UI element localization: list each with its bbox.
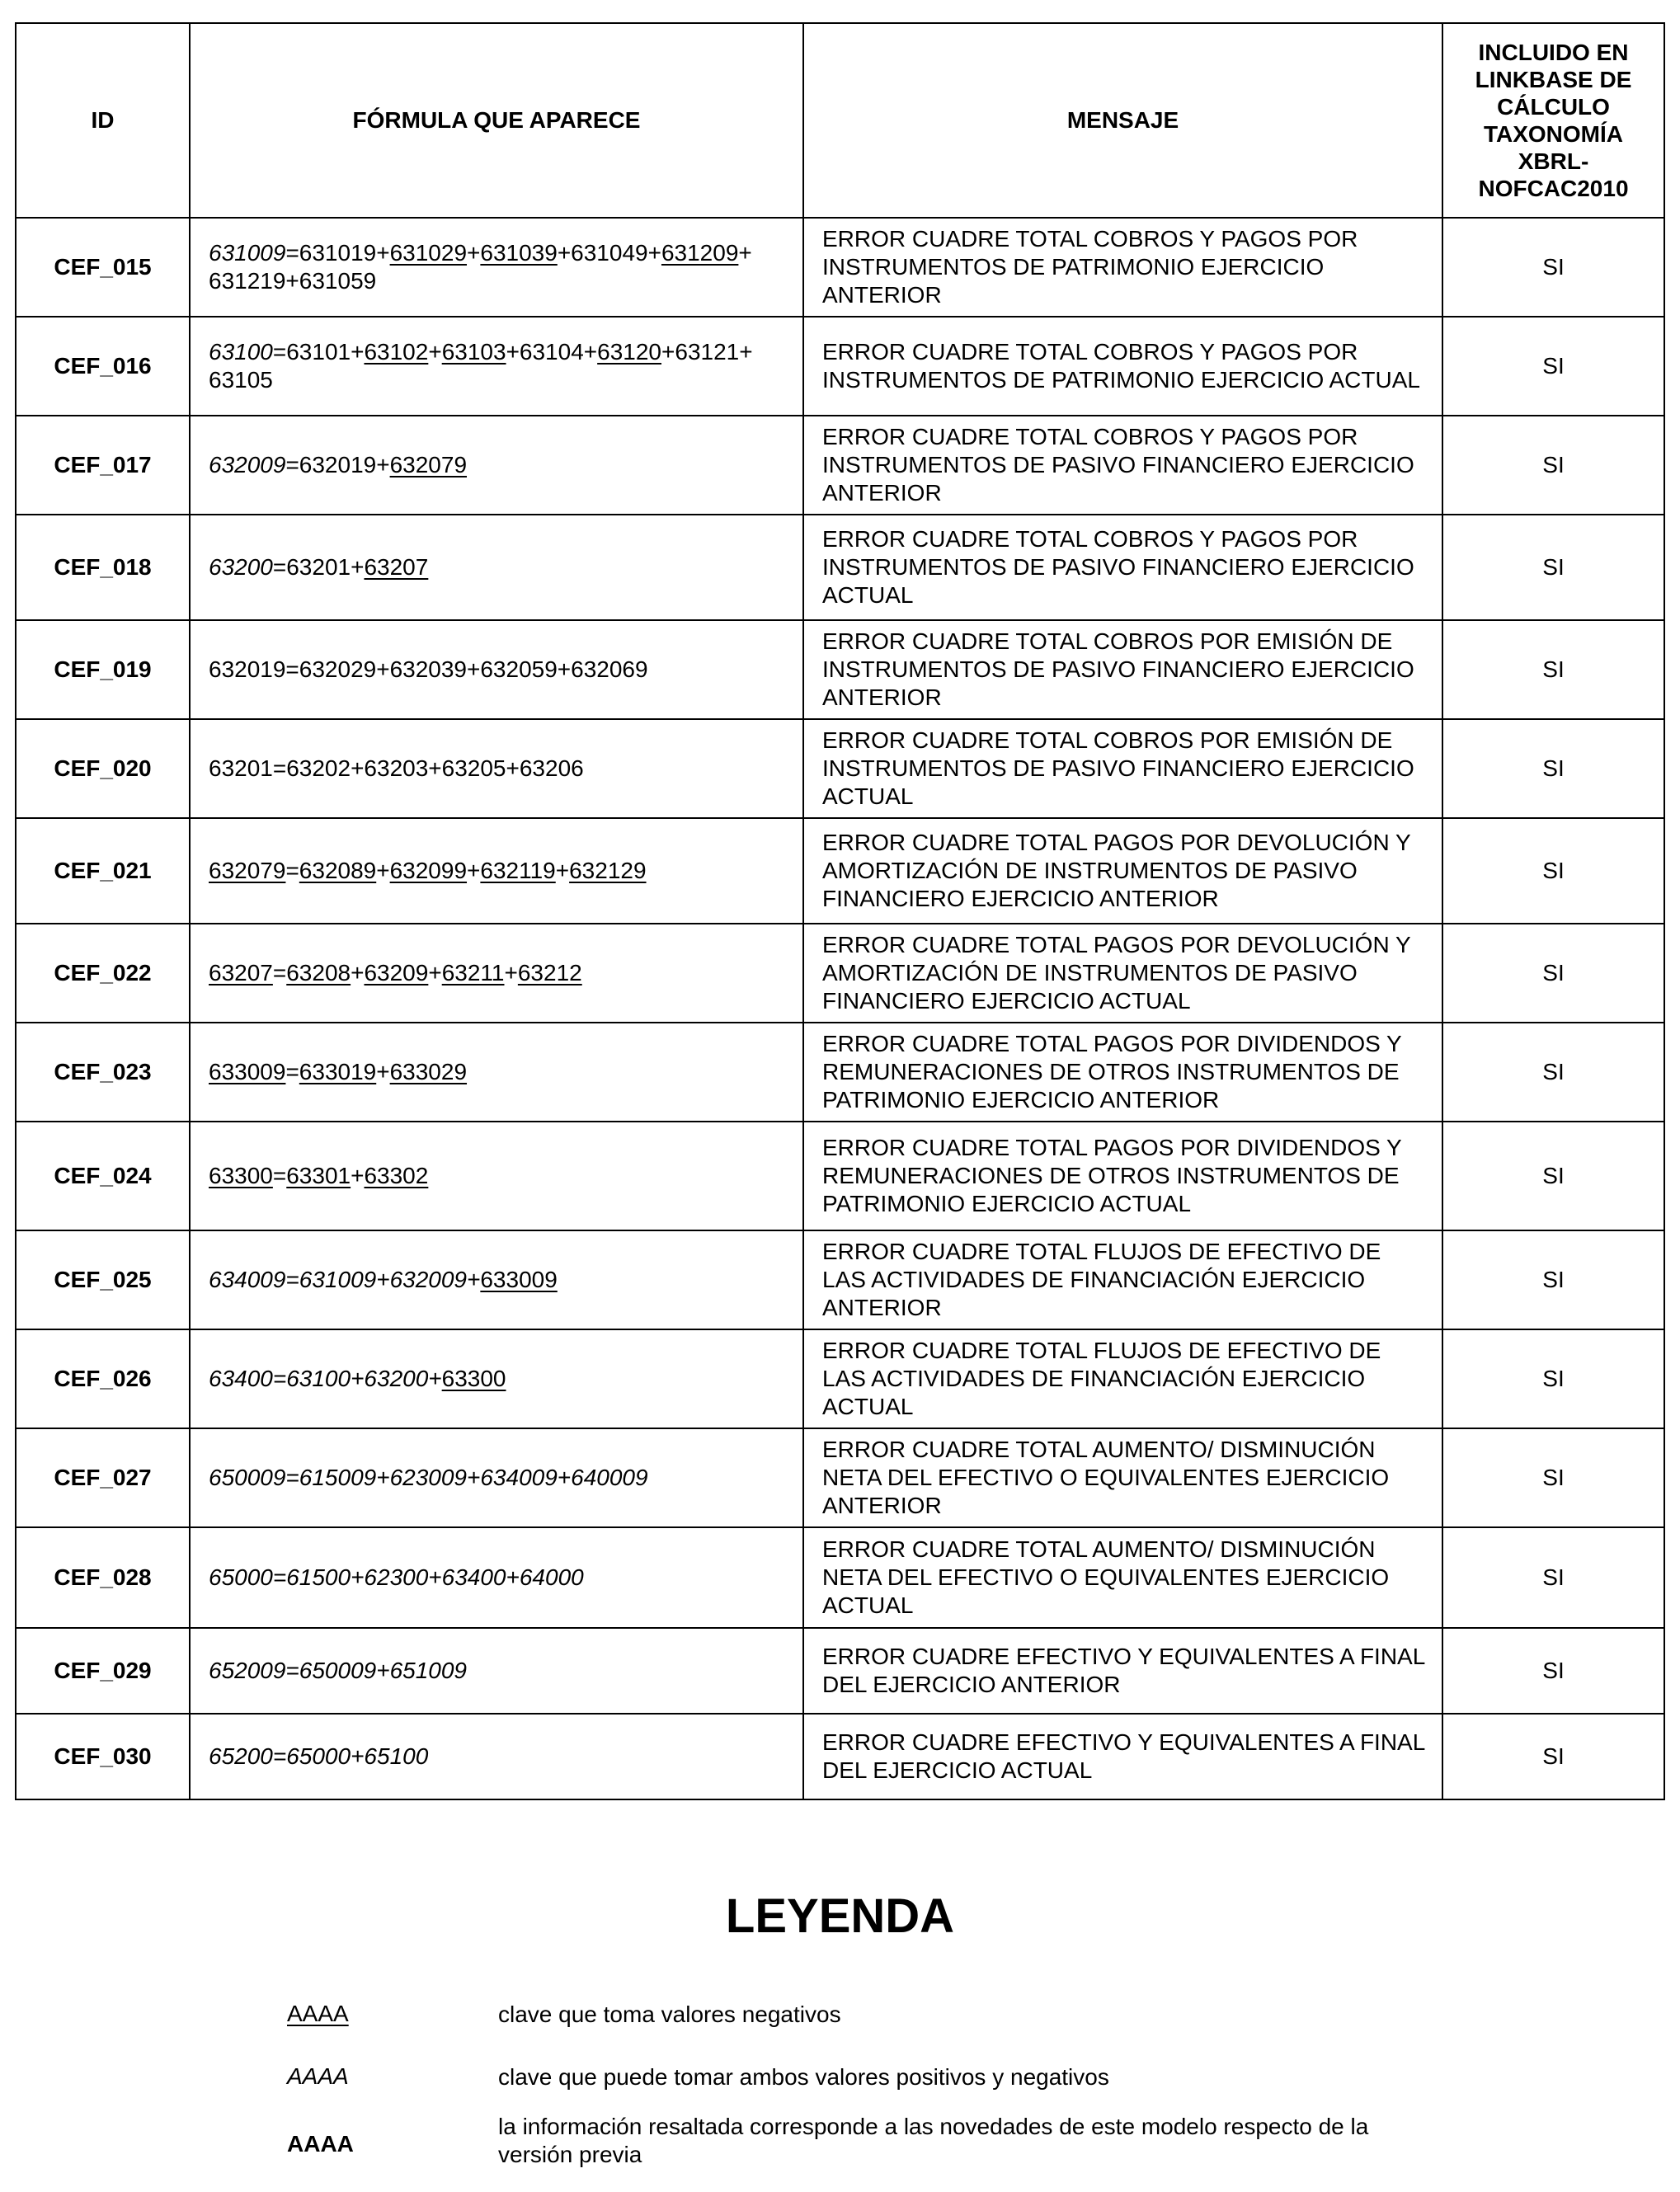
rule-included: SI (1442, 1714, 1664, 1799)
formula-segment: 65000=61500+62300+63400+64000 (209, 1564, 584, 1590)
formula-segment: 63208 (286, 960, 351, 985)
formula-segment: + 631219+631059 (209, 240, 752, 294)
table-row (16, 620, 1664, 719)
table-row (16, 1230, 1664, 1329)
rule-id: CEF_018 (16, 515, 190, 620)
header-included (1442, 23, 1664, 218)
table-row (16, 818, 1664, 924)
rule-id: CEF_026 (16, 1329, 190, 1428)
table-body (16, 218, 1664, 1799)
rule-included: SI (1442, 1023, 1664, 1122)
formula-segment: = (285, 858, 299, 883)
formula-segment: 633029 (389, 1059, 468, 1084)
rule-id: CEF_019 (16, 620, 190, 719)
legend-desc-both: clave que puede tomar ambos valores positivos y negativos (498, 2064, 1109, 2090)
table-row (16, 1714, 1664, 1799)
legend-title: LEYENDA (725, 1889, 955, 1943)
formula-segment: 632009 (209, 452, 286, 477)
formula-segment: + (351, 960, 365, 985)
table-header-row (16, 23, 1664, 218)
formula-segment: =63201+ (272, 554, 365, 580)
formula-segment: 634009=631009+632009+ (209, 1267, 481, 1292)
formula-segment: 631029 (389, 240, 468, 266)
table-row (16, 1628, 1664, 1714)
rule-formula (190, 515, 803, 620)
rule-message: ERROR CUADRE TOTAL PAGOS POR DEVOLUCIÓN Y AMORTIZACIÓN DE INSTRUMENTOS DE PASIVO FINANCIERO EJERCICIO ACTUAL (803, 924, 1442, 1023)
rule-message: ERROR CUADRE TOTAL PAGOS POR DIVIDENDOS Y REMUNERACIONES DE OTROS INSTRUMENTOS DE PATRIMONIO EJERCICIO ACTUAL (803, 1122, 1442, 1230)
rule-id: CEF_023 (16, 1023, 190, 1122)
header-included-line: NOFCAC2010 (1478, 176, 1629, 201)
formula-segment: 632119 (480, 858, 556, 883)
rule-message: ERROR CUADRE TOTAL FLUJOS DE EFECTIVO DE LAS ACTIVIDADES DE FINANCIACIÓN EJERCICIO ACTUAL (803, 1329, 1442, 1428)
formula-segment: =632019+ (285, 452, 390, 477)
rule-included: SI (1442, 924, 1664, 1023)
rule-id: CEF_020 (16, 719, 190, 818)
rule-formula (190, 1122, 803, 1230)
formula-segment: 63209 (364, 960, 429, 985)
formula-segment: + (351, 1163, 365, 1188)
rule-formula (190, 1628, 803, 1714)
legend-key-underlined: AAAA (287, 2001, 349, 2026)
rule-formula (190, 218, 803, 317)
rule-formula (190, 1527, 803, 1628)
formula-segment: 631009 (209, 240, 286, 266)
rule-message: ERROR CUADRE TOTAL AUMENTO/ DISMINUCIÓN NETA DEL EFECTIVO O EQUIVALENTES EJERCICIO ACTUAL (803, 1527, 1442, 1628)
formula-segment: 631209 (661, 240, 739, 266)
rule-included: SI (1442, 1122, 1664, 1230)
rule-formula (190, 1023, 803, 1122)
formula-segment: 632019=632029+632039+632059+632069 (209, 656, 648, 682)
rule-id: CEF_017 (16, 416, 190, 515)
rule-id: CEF_024 (16, 1122, 190, 1230)
formula-segment: 632099 (389, 858, 468, 883)
rule-included: SI (1442, 317, 1664, 416)
rule-message: ERROR CUADRE TOTAL AUMENTO/ DISMINUCIÓN NETA DEL EFECTIVO O EQUIVALENTES EJERCICIO ANTERIOR (803, 1428, 1442, 1527)
rule-id: CEF_027 (16, 1428, 190, 1527)
rule-included: SI (1442, 416, 1664, 515)
formula-segment: = (272, 1163, 287, 1188)
formula-segment: = (272, 960, 287, 985)
rule-formula (190, 1714, 803, 1799)
rule-formula (190, 818, 803, 924)
legend-desc-new: la información resaltada corresponde a las novedades de este modelo respecto de la versión previa (498, 2114, 1369, 2167)
formula-segment: 632129 (569, 858, 647, 883)
formula-segment: 633009 (209, 1059, 286, 1084)
formula-segment: + (467, 240, 481, 266)
formula-segment: 63200 (209, 554, 273, 580)
table-row (16, 1527, 1664, 1628)
formula-segment: 632079 (209, 858, 286, 883)
formula-segment: 63302 (364, 1163, 429, 1188)
rule-message: ERROR CUADRE TOTAL COBROS Y PAGOS POR INSTRUMENTOS DE PATRIMONIO EJERCICIO ACTUAL (803, 317, 1442, 416)
formula-segment: + (376, 858, 390, 883)
rule-message: ERROR CUADRE TOTAL COBROS POR EMISIÓN DE INSTRUMENTOS DE PASIVO FINANCIERO EJERCICIO ANTERIOR (803, 620, 1442, 719)
rule-message: ERROR CUADRE EFECTIVO Y EQUIVALENTES A FINAL DEL EJERCICIO ACTUAL (803, 1714, 1442, 1799)
rule-included: SI (1442, 719, 1664, 818)
rule-included: SI (1442, 818, 1664, 924)
formula-segment: 632079 (389, 452, 468, 477)
table-row (16, 1122, 1664, 1230)
formula-segment: 63207 (209, 960, 273, 985)
header-included-line: TAXONOMÍA (1483, 121, 1624, 147)
header-included-line: INCLUIDO EN (1478, 40, 1629, 65)
formula-segment: + (504, 960, 518, 985)
rule-message: ERROR CUADRE TOTAL FLUJOS DE EFECTIVO DE LAS ACTIVIDADES DE FINANCIACIÓN EJERCICIO ANTERIOR (803, 1230, 1442, 1329)
table-row (16, 924, 1664, 1023)
rule-formula (190, 719, 803, 818)
rule-id: CEF_029 (16, 1628, 190, 1714)
formula-segment: + (428, 960, 442, 985)
rule-formula (190, 924, 803, 1023)
formula-segment: + (467, 858, 481, 883)
rule-included: SI (1442, 515, 1664, 620)
rule-included: SI (1442, 1329, 1664, 1428)
table-row (16, 317, 1664, 416)
formula-segment: 63100 (209, 339, 273, 365)
formula-segment: 633019 (299, 1059, 377, 1084)
formula-segment: 633009 (480, 1267, 558, 1292)
rule-included: SI (1442, 620, 1664, 719)
formula-segment: 63211 (441, 960, 505, 985)
formula-segment: 63201=63202+63203+63205+63206 (209, 755, 584, 781)
rule-formula (190, 620, 803, 719)
formula-segment: 63120 (597, 339, 662, 365)
formula-segment: + (376, 1059, 390, 1084)
rule-included: SI (1442, 1428, 1664, 1527)
formula-segment: 650009=615009+623009+634009+640009 (209, 1465, 648, 1490)
rule-message: ERROR CUADRE TOTAL COBROS Y PAGOS POR INSTRUMENTOS DE PATRIMONIO EJERCICIO ANTERIOR (803, 218, 1442, 317)
formula-segment: 632089 (299, 858, 377, 883)
rule-formula (190, 1329, 803, 1428)
rule-message: ERROR CUADRE TOTAL COBROS Y PAGOS POR INSTRUMENTOS DE PASIVO FINANCIERO EJERCICIO ANTERIOR (803, 416, 1442, 515)
header-id: ID (16, 23, 190, 218)
validation-rules-table (15, 22, 1665, 1800)
rule-formula (190, 1428, 803, 1527)
formula-segment: 65200=65000+65100 (209, 1743, 429, 1769)
rule-included: SI (1442, 1230, 1664, 1329)
table-row (16, 218, 1664, 317)
rule-id: CEF_025 (16, 1230, 190, 1329)
header-message: MENSAJE (803, 23, 1442, 218)
formula-segment: 631039 (480, 240, 558, 266)
header-included-line: LINKBASE DE (1475, 67, 1632, 92)
rule-id: CEF_030 (16, 1714, 190, 1799)
rule-message: ERROR CUADRE TOTAL COBROS Y PAGOS POR INSTRUMENTOS DE PASIVO FINANCIERO EJERCICIO ACTUAL (803, 515, 1442, 620)
table-row (16, 1023, 1664, 1122)
formula-segment: =631019+ (285, 240, 390, 266)
formula-segment: 63212 (517, 960, 582, 985)
formula-segment: +63104+ (506, 339, 598, 365)
table-row (16, 1329, 1664, 1428)
formula-segment: 63207 (364, 554, 429, 580)
formula-segment: +631049+ (557, 240, 661, 266)
header-included-line: CÁLCULO (1497, 94, 1610, 120)
formula-segment: + (555, 858, 570, 883)
rule-message: ERROR CUADRE TOTAL COBROS POR EMISIÓN DE INSTRUMENTOS DE PASIVO FINANCIERO EJERCICIO ACTUAL (803, 719, 1442, 818)
formula-segment: 63103 (441, 339, 506, 365)
formula-segment: +63121+ 63105 (209, 339, 753, 393)
rule-formula (190, 317, 803, 416)
formula-segment: 63300 (209, 1163, 273, 1188)
rule-message: ERROR CUADRE EFECTIVO Y EQUIVALENTES A FINAL DEL EJERCICIO ANTERIOR (803, 1628, 1442, 1714)
table-row (16, 1428, 1664, 1527)
rule-included: SI (1442, 1527, 1664, 1628)
rule-message: ERROR CUADRE TOTAL PAGOS POR DIVIDENDOS Y REMUNERACIONES DE OTROS INSTRUMENTOS DE PATRIMONIO EJERCICIO ANTERIOR (803, 1023, 1442, 1122)
formula-segment: 63300 (441, 1366, 506, 1391)
rule-included: SI (1442, 1628, 1664, 1714)
table-row (16, 416, 1664, 515)
formula-segment: = (285, 1059, 299, 1084)
header-included-line: XBRL- (1518, 148, 1589, 174)
rule-message: ERROR CUADRE TOTAL PAGOS POR DEVOLUCIÓN Y AMORTIZACIÓN DE INSTRUMENTOS DE PASIVO FINANCIERO EJERCICIO ANTERIOR (803, 818, 1442, 924)
rule-id: CEF_015 (16, 218, 190, 317)
rule-id: CEF_028 (16, 1527, 190, 1628)
rule-formula (190, 416, 803, 515)
rule-formula (190, 1230, 803, 1329)
rule-included: SI (1442, 218, 1664, 317)
table-row (16, 515, 1664, 620)
rule-id: CEF_021 (16, 818, 190, 924)
legend-key-bold: AAAA (287, 2131, 354, 2157)
rule-id: CEF_016 (16, 317, 190, 416)
header-formula: FÓRMULA QUE APARECE (190, 23, 803, 218)
legend-desc-negative: clave que toma valores negativos (498, 2001, 841, 2027)
formula-segment: 652009=650009+651009 (209, 1658, 468, 1683)
table-row (16, 719, 1664, 818)
formula-segment: =63101+ (272, 339, 365, 365)
legend-key-italic: AAAA (287, 2063, 349, 2089)
rule-id: CEF_022 (16, 924, 190, 1023)
formula-segment: 63301 (286, 1163, 351, 1188)
formula-segment: 63102 (364, 339, 429, 365)
formula-segment: 63400=63100+63200+ (209, 1366, 442, 1391)
formula-segment: + (428, 339, 442, 365)
